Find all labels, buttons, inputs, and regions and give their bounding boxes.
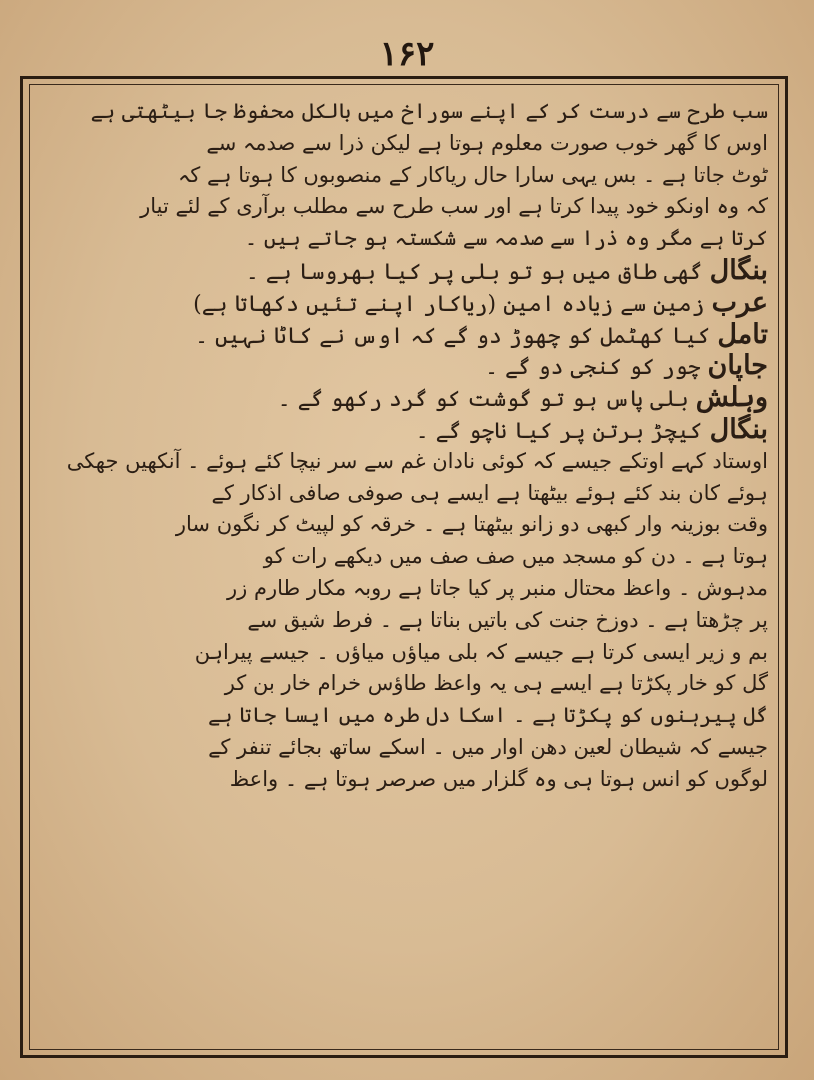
- body-text: [40, 96, 768, 1046]
- text-line: ہوتا ہے ۔ دن کو مسجد میں صف صف میں دیکھے رات کو: [263, 544, 768, 569]
- text-line: سب طرح سے درست کر کے اپنے سوراخ میں بالکل محفوظ جا بیٹھتی ہے: [90, 99, 768, 123]
- proverb-line: بنگال گھی طاق میں ہو تو بلی پر کیا بھروسا ہے ۔: [245, 254, 768, 286]
- language-label: بنگال: [709, 413, 768, 445]
- text-line: پر چڑھتا ہے ۔ دوزخ جنت کی باتیں بناتا ہے ۔ فرط شیق سے: [247, 607, 768, 632]
- language-label: وہلش: [695, 382, 768, 414]
- page-number: ۱۶۲: [379, 34, 435, 74]
- text-line: لوگوں کو انس ہوتا ہی وہ گلزار میں صرصر ہوتا ہے ۔ واعظ: [229, 766, 768, 791]
- text-line: کہ وہ اونکو خود پیدا کرتا ہے اور سب طرح سے مطلب برآری کے لئے تیار: [140, 194, 768, 219]
- text-line: کرتا ہے مگر وہ ذرا سے صدمہ سے شکستہ ہو جاتے ہیں ۔: [244, 226, 768, 251]
- proverb-line: جاپان چور کو کنجی دو گے ۔: [485, 350, 768, 382]
- text-line: بم و زیر ایسی کرتا ہے جیسے کہ بلی میاؤں میاؤں ۔ جیسے پیراہن: [194, 639, 768, 664]
- proverb-line: بنگال کیچڑ برتن پر کیا ناچو گے ۔: [415, 413, 768, 445]
- language-label: عرب: [711, 286, 768, 318]
- text-line: ہوئے کان بند کئے ہوئے بیٹھتا ہے ایسے ہی صوفی صافی اذکار کے: [211, 480, 768, 505]
- text-line: ٹوٹ جاتا ہے ۔ بس یہی سارا حال ریاکار کے منصوبوں کا ہوتا ہے کہ: [177, 162, 768, 187]
- language-label: بنگال: [709, 254, 768, 286]
- proverb-line: تامل کیا کھٹمل کو چھوڑ دو گے کہ اوس نے کاٹا نہیں ۔: [195, 318, 768, 350]
- proverb-line: عرب زمین سے زیادہ امین (ریاکار اپنے تئیں دکھاتا ہے): [193, 286, 768, 318]
- text-line: جیسے کہ شیطان لعین دھن اوار میں ۔ اسکے ساتھ بجائے تنفر کے: [208, 734, 768, 759]
- text-line: گل کو خار پکڑتا ہے ایسے ہی یہ واعظ طاؤس خرام خار بن کر: [224, 671, 768, 696]
- language-label: تامل: [717, 318, 768, 350]
- text-line: مدہوش ۔ واعظ محتال منبر پر کیا جاتا ہے روبہ مکار طارم زر: [227, 575, 768, 600]
- proverb-line: وہلش بلی پاس ہو تو گوشت کو گرد رکھو گے ۔: [277, 382, 768, 414]
- text-line: اوستاد کہے اوتکے جیسے کہ کوئی نادان غم سے سر نیچا کئے ہوئے ۔ آنکھیں جھکی: [66, 448, 768, 473]
- text-line: اوس کا گھر خوب صورت معلوم ہوتا ہے لیکن ذرا سے صدمہ سے: [206, 130, 768, 155]
- text-line: وقت بوزینہ وار کبھی دو زانو بیٹھتا ہے ۔ خرقہ کو لپیٹ کر نگون سار: [175, 512, 768, 537]
- text-line: گل پیرہنوں کو پکڑتا ہے ۔ اسکا دل طرہ میں ایسا جاتا ہے: [208, 703, 768, 728]
- language-label: جاپان: [707, 350, 768, 382]
